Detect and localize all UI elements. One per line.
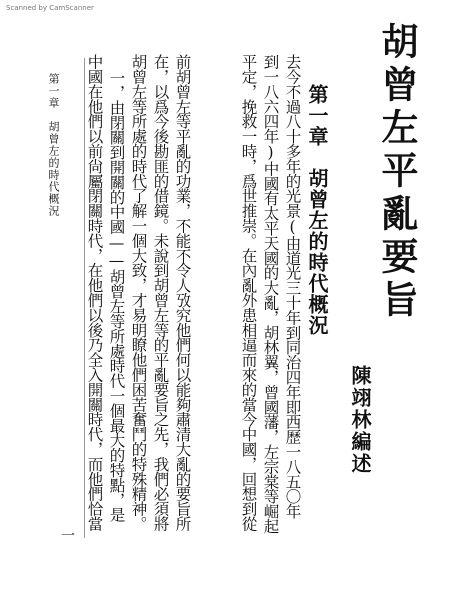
body-column: 平定，挽救一時，爲世推崇。在內亂外患相逼而來的當今中國，回想到從	[239, 54, 258, 531]
body-column: 前胡曾左等平亂的功業，不能不令人攷究他們何以能夠肅清大亂的要旨所	[173, 54, 192, 531]
body-column: 中國在他們以前尙屬閉關時代，在他們以後乃全入開關時代，而他們恰當	[85, 54, 104, 531]
running-head: 第一章 胡曾左的時代概況	[47, 73, 60, 217]
author-credit: 陳翊林編述	[348, 365, 372, 475]
body-column: 去今不過八十多年的光景(由道光三十年到同治四年即西歷一八五〇年	[283, 54, 302, 519]
margin-rule	[84, 58, 85, 538]
body-column: 到一八六四年)中國有太平天國的大亂，胡林翼，曾國藩，左宗棠等崛起	[261, 54, 280, 534]
scanner-watermark: Scanned by CamScanner	[6, 4, 94, 12]
body-column: 在，以爲今後勘匪的借鏡。未說到胡曾左等的平亂要旨之先，我們必須將	[151, 54, 170, 531]
body-column: 胡曾左等所處的時代了解一個大致，才易明瞭他們困苦奮鬥的特殊精神。	[129, 54, 148, 531]
body-column: 一，由閉關到開關的中國——胡曾左等所處時代一個最大的特點，是	[107, 70, 126, 523]
chapter-heading: 第一章 胡曾左的時代概況	[305, 84, 329, 336]
book-title: 胡曾左平亂要旨	[375, 22, 418, 323]
page-number: 一	[59, 528, 75, 542]
